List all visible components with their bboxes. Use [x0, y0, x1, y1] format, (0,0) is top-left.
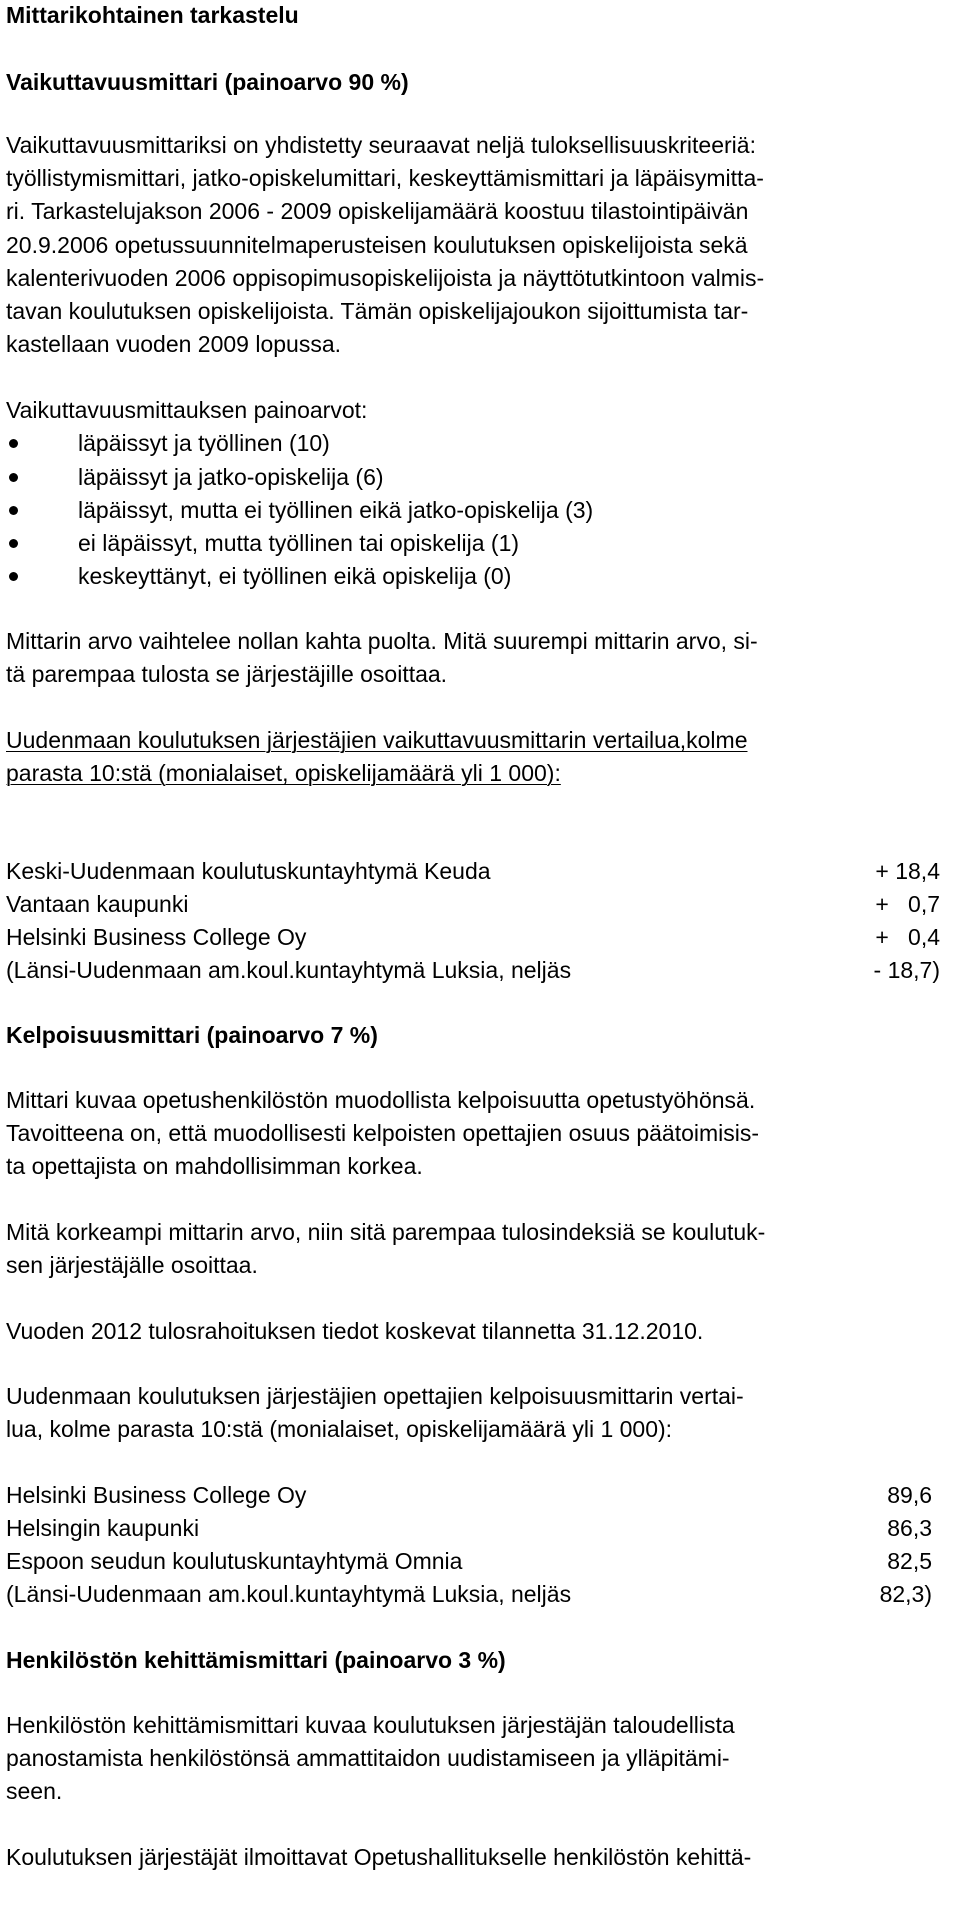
bullet-item-text: keskeyttänyt, ei työllinen eikä opiskelija (0) — [78, 563, 512, 589]
paragraph-line: Mittari kuvaa opetushenkilöstön muodollista kelpoisuutta opetustyöhönsä. — [6, 1087, 756, 1113]
paragraph-line: sen järjestäjälle osoittaa. — [6, 1252, 258, 1278]
table-row-value: 82,5 — [887, 1548, 932, 1574]
paragraph-line: Tavoitteena on, että muodollisesti kelpoisten opettajien osuus päätoimisis- — [6, 1120, 760, 1146]
paragraph-line: Vaikuttavuusmittariksi on yhdistetty seuraavat neljä tuloksellisuuskriteeriä: — [6, 132, 756, 158]
bullet-item-text: läpäissyt ja työllinen (10) — [78, 430, 330, 456]
table-row-value: - 18,7) — [873, 957, 940, 983]
table-row-label: Helsingin kaupunki — [6, 1515, 200, 1541]
table-row-value: + 0,4 — [875, 924, 940, 950]
bullet-icon — [9, 506, 18, 515]
table-row-label: Vantaan kaupunki — [6, 891, 189, 917]
table-row-value: 86,3 — [887, 1515, 932, 1541]
paragraph-line: tä parempaa tulosta se järjestäjille osoittaa. — [6, 661, 448, 687]
bullet-icon — [9, 439, 18, 448]
bullet-item-text: ei läpäissyt, mutta työllinen tai opiskelija (1) — [78, 530, 520, 556]
paragraph-line: työllistymismittari, jatko-opiskelumittari, keskeyttämismittari ja läpäisymitta- — [6, 165, 764, 191]
paragraph-line: Mitä korkeampi mittarin arvo, niin sitä parempaa tulosindeksiä se koulutuk- — [6, 1219, 766, 1245]
table-row-label: Helsinki Business College Oy — [6, 1482, 307, 1508]
section-heading: Kelpoisuusmittari (painoarvo 7 %) — [6, 1022, 378, 1048]
bullet-icon — [9, 572, 18, 581]
table-row-label: Espoon seudun koulutuskuntayhtymä Omnia — [6, 1548, 463, 1574]
paragraph-line: Uudenmaan koulutuksen järjestäjien vaikuttavuusmittarin vertailua,kolme — [6, 727, 748, 753]
paragraph-line: seen. — [6, 1778, 63, 1804]
section-heading: Henkilöstön kehittämismittari (painoarvo 3 %) — [6, 1647, 506, 1673]
paragraph-line: Vuoden 2012 tulosrahoituksen tiedot koskevat tilannetta 31.12.2010. — [6, 1318, 704, 1344]
section-heading: Vaikuttavuusmittari (painoarvo 90 %) — [6, 69, 409, 95]
paragraph-line: lua, kolme parasta 10:stä (monialaiset, opiskelijamäärä yli 1 000): — [6, 1416, 673, 1442]
bullet-icon — [9, 473, 18, 482]
table-row-value: + 18,4 — [875, 858, 940, 884]
paragraph-line: ri. Tarkastelujakson 2006 - 2009 opiskelijamäärä koostuu tilastointipäivän — [6, 198, 749, 224]
paragraph-line: kalenterivuoden 2006 oppisopimusopiskelijoista ja näyttötutkintoon valmis- — [6, 265, 765, 291]
table-row-value: 89,6 — [887, 1482, 932, 1508]
table-row-label: Helsinki Business College Oy — [6, 924, 307, 950]
table-row-label: (Länsi-Uudenmaan am.koul.kuntayhtymä Luksia, neljäs — [6, 957, 572, 983]
paragraph-line: Henkilöstön kehittämismittari kuvaa koulutuksen järjestäjän taloudellista — [6, 1712, 735, 1738]
paragraph-line: panostamista henkilöstönsä ammattitaidon uudistamiseen ja ylläpitämi- — [6, 1745, 730, 1771]
table-row-label: (Länsi-Uudenmaan am.koul.kuntayhtymä Luksia, neljäs — [6, 1581, 572, 1607]
paragraph-line: Vaikuttavuusmittauksen painoarvot: — [6, 397, 368, 423]
paragraph-line: kastellaan vuoden 2009 lopussa. — [6, 331, 342, 357]
table-row-label: Keski-Uudenmaan koulutuskuntayhtymä Keuda — [6, 858, 491, 884]
table-row-value: 82,3) — [879, 1581, 932, 1607]
paragraph-line: 20.9.2006 opetussuunnitelmaperusteisen koulutuksen opiskelijoista sekä — [6, 232, 748, 258]
section-heading: Mittarikohtainen tarkastelu — [6, 2, 299, 28]
bullet-icon — [9, 539, 18, 548]
paragraph-line: parasta 10:stä (monialaiset, opiskelijamäärä yli 1 000): — [6, 760, 561, 786]
paragraph-line: tavan koulutuksen opiskelijoista. Tämän opiskelijajoukon sijoittumista tar- — [6, 298, 749, 324]
paragraph-line: Uudenmaan koulutuksen järjestäjien opettajien kelpoisuusmittarin vertai- — [6, 1383, 744, 1409]
bullet-item-text: läpäissyt ja jatko-opiskelija (6) — [78, 464, 384, 490]
paragraph-line: Koulutuksen järjestäjät ilmoittavat Opetushallitukselle henkilöstön kehittä- — [6, 1844, 752, 1870]
bullet-item-text: läpäissyt, mutta ei työllinen eikä jatko-opiskelija (3) — [78, 497, 594, 523]
paragraph-line: ta opettajista on mahdollisimman korkea. — [6, 1153, 423, 1179]
table-row-value: + 0,7 — [875, 891, 940, 917]
paragraph-line: Mittarin arvo vaihtelee nollan kahta puolta. Mitä suurempi mittarin arvo, si- — [6, 628, 758, 654]
